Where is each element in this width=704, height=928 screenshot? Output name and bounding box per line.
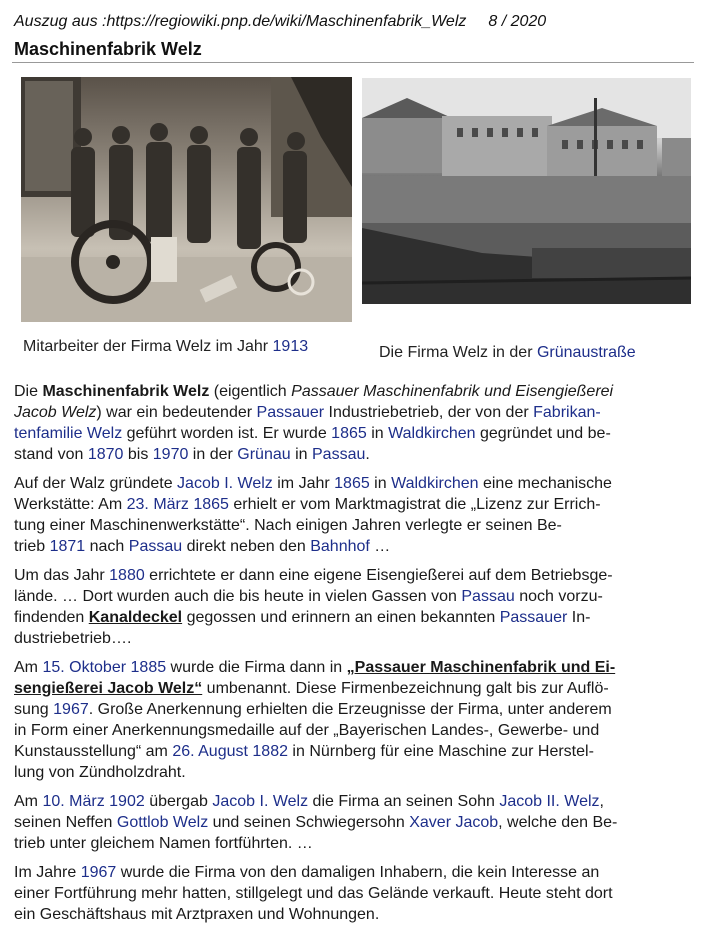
wiki-link[interactable]: 1967 (80, 864, 117, 881)
text-segment: im Jahr (272, 475, 335, 492)
text-segment: trieb (14, 538, 50, 555)
text-segment: In- (567, 609, 591, 626)
wiki-link[interactable]: 1865 (334, 475, 370, 492)
italic-text: Jacob Welz (14, 404, 97, 421)
text-segment: Kunstausstellung“ am (14, 743, 173, 760)
wiki-link[interactable]: 1885 (130, 659, 167, 676)
wiki-link[interactable]: Passau (128, 538, 183, 555)
paragraph-succession (14, 791, 617, 854)
text-segment: trieb unter gleichem Namen fortführten. … (14, 835, 313, 852)
text-segment: erhielt er vom Marktmagistrat die „Lizenz zur Errich- (228, 496, 601, 513)
factory-photo-caption (379, 344, 636, 362)
text-segment: stand von (14, 446, 88, 463)
caption-link-year[interactable]: 1913 (272, 338, 309, 355)
wiki-link[interactable]: Waldkirchen (391, 475, 479, 492)
text-segment: lände. … Dort wurden auch die bis heute in vielen Gassen von (14, 588, 462, 605)
text-segment: tung einer Maschinenwerkstätte“. Nach einigen Jahren verlegte er seinen Be- (14, 517, 562, 534)
title-divider (12, 62, 694, 63)
text-line (14, 565, 613, 586)
external-link[interactable]: sengießerei Jacob Welz“ (14, 680, 203, 697)
text-segment: ein Geschäftshaus mit Arztpraxen und Wohnungen. (14, 906, 380, 923)
wiki-link[interactable]: 15. Oktober (42, 659, 127, 676)
header-excerpt-source: Auszug aus :https://regiowiki.pnp.de/wiki/Maschinenfabrik_Welz (14, 13, 467, 30)
text-line (14, 586, 613, 607)
wiki-link[interactable]: Passau (461, 588, 515, 605)
text-line (14, 536, 612, 557)
text-line (14, 628, 613, 649)
text-segment: Auf der Walz gründete (14, 475, 178, 492)
text-line (14, 607, 613, 628)
text-line (14, 494, 612, 515)
text-line (14, 444, 613, 465)
wiki-link[interactable]: 26. August (172, 743, 248, 760)
factory-photo (362, 78, 691, 304)
text-segment: einer Fortführung mehr hatten, stillgelegt und das Gelände verkauft. Heute steht dort (14, 885, 613, 902)
text-segment: wurde die Firma von den damaligen Inhabern, die kein Interesse an (116, 864, 600, 881)
text-segment: , welche den Be- (498, 814, 618, 831)
wiki-link[interactable]: Grünau (237, 446, 291, 463)
wiki-link[interactable]: Gottlob Welz (116, 814, 209, 831)
text-segment: gegründet und be- (475, 425, 611, 442)
wiki-link[interactable]: 1970 (152, 446, 189, 463)
text-segment: nach (85, 538, 129, 555)
paragraph-closure (14, 862, 613, 925)
text-line (14, 473, 612, 494)
text-line (14, 904, 613, 925)
text-segment: Die (14, 383, 43, 400)
text-segment: errichtete er dann eine eigene Eisengießerei auf dem Betriebsge- (144, 567, 613, 584)
wiki-link[interactable]: Bahnhof (310, 538, 370, 555)
text-segment: in (290, 446, 312, 463)
text-segment: bis (123, 446, 153, 463)
workers-photo (21, 77, 352, 322)
text-segment: eine mechanische (478, 475, 612, 492)
text-line (14, 762, 615, 783)
text-segment: Im Jahre (14, 864, 81, 881)
text-line (14, 402, 613, 423)
text-segment: , (599, 793, 604, 810)
caption-text: Mitarbeiter der Firma Welz im Jahr (23, 338, 273, 355)
wiki-link[interactable]: 10. März (42, 793, 105, 810)
text-segment: Am (14, 659, 43, 676)
caption-link-street[interactable]: Grünaustraße (536, 344, 636, 361)
external-link[interactable]: „Passauer Maschinenfabrik und Ei- (346, 659, 616, 676)
text-line (14, 720, 615, 741)
wiki-link[interactable]: Fabrikan- (533, 404, 601, 421)
text-line (14, 423, 613, 444)
wiki-link[interactable]: Jacob I. Welz (212, 793, 309, 810)
italic-text: Passauer Maschinenfabrik und Eisengießerei (291, 383, 614, 400)
text-segment: noch vorzu- (514, 588, 603, 605)
text-line (14, 812, 617, 833)
text-segment: Um das Jahr (14, 567, 110, 584)
text-segment: in Form einer Anerkennungsmedaille auf der „Bayerischen Landes-, Gewerbe- und (14, 722, 600, 739)
text-segment: sung (14, 701, 54, 718)
text-segment: Am (14, 793, 43, 810)
text-segment: … (369, 538, 391, 555)
wiki-link[interactable]: 1882 (252, 743, 288, 760)
text-segment: in (366, 425, 389, 442)
caption-text: Die Firma Welz in der (379, 344, 537, 361)
text-segment: in der (188, 446, 238, 463)
text-segment: Industriebetrieb, der von der (324, 404, 534, 421)
paragraph-introduction (14, 381, 613, 465)
wiki-link[interactable]: Xaver Jacob (409, 814, 499, 831)
paragraph-renaming (14, 657, 615, 783)
wiki-link[interactable]: tenfamilie Welz (14, 425, 123, 442)
text-line (14, 791, 617, 812)
text-line (14, 657, 615, 678)
text-line (14, 381, 613, 402)
text-segment: findenden (14, 609, 89, 626)
text-segment: dustriebetrieb…. (14, 630, 132, 647)
text-segment: (eigentlich (209, 383, 292, 400)
header-page-number: 8 / 2020 (488, 13, 547, 30)
wiki-link[interactable]: Waldkirchen (388, 425, 476, 442)
wiki-link[interactable]: 1902 (109, 793, 145, 810)
text-segment: . Große Anerkennung erhielten die Erzeugnisse der Firma, unter anderem (88, 701, 612, 718)
wiki-link[interactable]: Passauer (499, 609, 568, 626)
text-segment: in (369, 475, 392, 492)
text-segment: ) war ein bedeutender (96, 404, 257, 421)
wiki-link[interactable]: 1865 (193, 496, 229, 513)
text-segment: umbenannt. Diese Firmenbezeichnung galt bis zur Auflö- (202, 680, 609, 697)
wiki-link[interactable]: 1870 (87, 446, 124, 463)
bold-text: Maschinenfabrik Welz (42, 383, 210, 400)
wiki-link[interactable]: 23. März (126, 496, 189, 513)
page-title: Maschinenfabrik Welz (14, 39, 202, 59)
text-segment: seinen Neffen (14, 814, 117, 831)
wiki-link[interactable]: 1871 (49, 538, 86, 555)
paragraph-foundry (14, 565, 613, 649)
text-line (14, 741, 615, 762)
text-segment: lung von Zündholzdraht. (14, 764, 186, 781)
wiki-link[interactable]: 1865 (331, 425, 367, 442)
text-line (14, 678, 615, 699)
text-segment: und seinen Schwiegersohn (208, 814, 410, 831)
paragraph-founding (14, 473, 612, 557)
external-link[interactable]: Kanaldeckel (88, 609, 183, 626)
wiki-link[interactable]: Passauer (256, 404, 325, 421)
text-segment: . (365, 446, 370, 463)
text-segment: wurde die Firma dann in (166, 659, 347, 676)
text-segment: gegossen und erinnern an einen bekannten (182, 609, 500, 626)
wiki-link[interactable]: Jacob I. Welz (177, 475, 273, 492)
text-segment: direkt neben den (182, 538, 311, 555)
text-segment: die Firma an seinen Sohn (308, 793, 500, 810)
text-segment: geführt worden ist. Er wurde (122, 425, 332, 442)
text-line (14, 862, 613, 883)
workers-photo-caption (23, 338, 308, 356)
text-segment: Werkstätte: Am (14, 496, 127, 513)
text-line (14, 883, 613, 904)
text-line (14, 833, 617, 854)
wiki-link[interactable]: Jacob II. Welz (499, 793, 600, 810)
text-line (14, 699, 615, 720)
wiki-link[interactable]: Passau (312, 446, 366, 463)
wiki-link[interactable]: 1967 (53, 701, 89, 718)
text-segment: in Nürnberg für eine Maschine zur Herstel- (287, 743, 594, 760)
wiki-link[interactable]: 1880 (109, 567, 145, 584)
text-line (14, 515, 612, 536)
document-header (14, 13, 546, 31)
text-segment: übergab (144, 793, 213, 810)
